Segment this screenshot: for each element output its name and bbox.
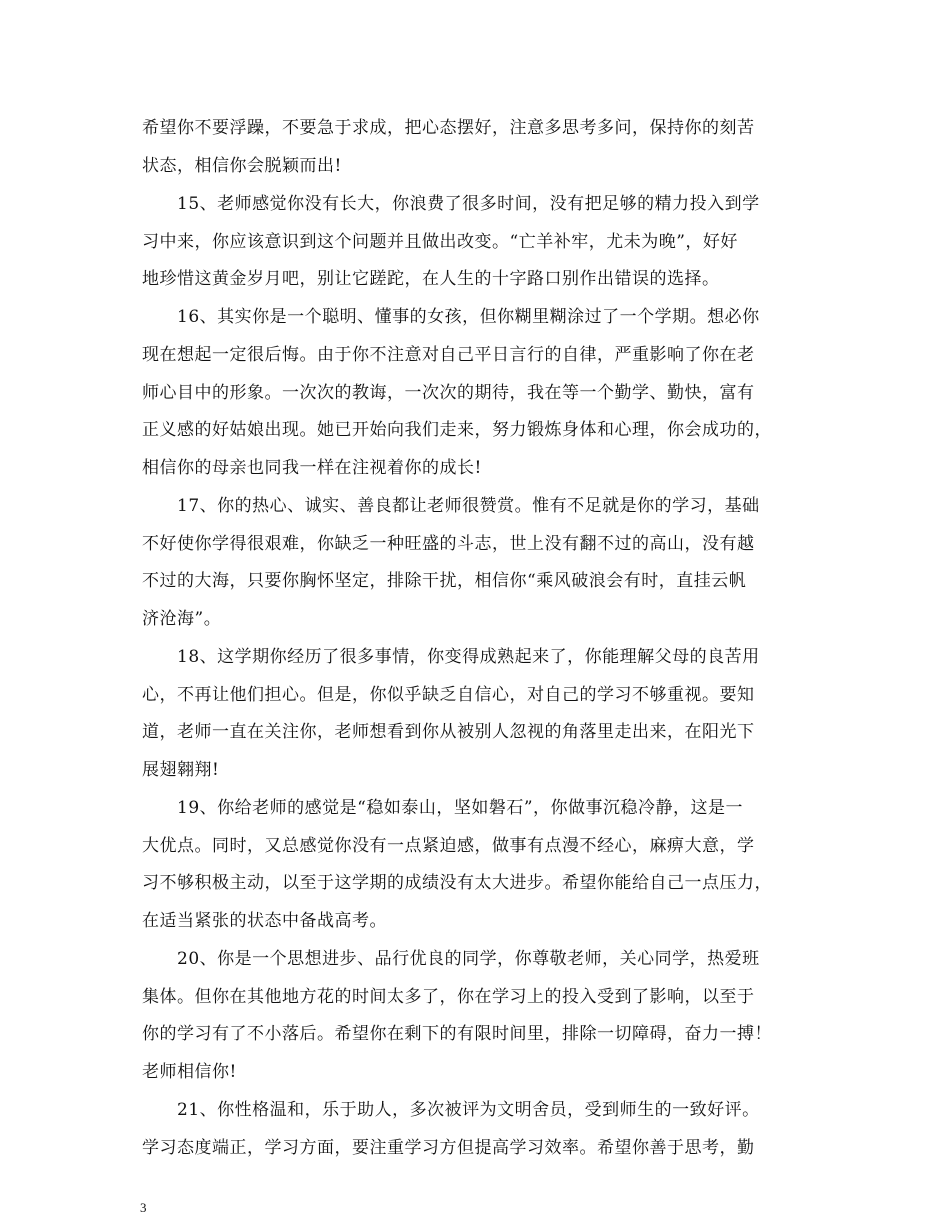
text-line: 习不够积极主动，以至于这学期的成绩没有太大进步。希望你能给自己一点压力，: [142, 873, 772, 893]
text-line: 道，老师一直在关注你，老师想看到你从被别人忽视的角落里走出来，在阳光下: [142, 722, 755, 742]
paragraph-start-19: 19、你给老师的感觉是“稳如泰山，坚如磐石”，你做事沉稳冷静，这是一: [177, 798, 744, 818]
text-line: 不过的大海，只要你胸怀坚定，排除干扰，相信你“乘风破浪会有时，直挂云帆: [142, 571, 747, 591]
text-line: 状态，相信你会脱颖而出!: [142, 156, 342, 176]
paragraph-start-20: 20、你是一个思想进步、品行优良的同学，你尊敬老师，关心同学，热爱班: [177, 949, 760, 969]
paragraph-start-18: 18、这学期你经历了很多事情，你变得成熟起来了，你能理解父母的良苦用: [177, 647, 760, 667]
text-line: 老师相信你!: [142, 1062, 237, 1082]
text-line: 习中来，你应该意识到这个问题并且做出改变。“亡羊补牢，尤未为晚”，好好: [142, 232, 738, 252]
text-line: 大优点。同时，又总感觉你没有一点紧迫感，做事有点漫不经心，麻痹大意，学: [142, 836, 755, 856]
text-line: 心，不再让他们担心。但是，你似乎缺乏自信心，对自己的学习不够重视。要知: [142, 685, 755, 705]
text-line: 师心目中的形象。一次次的教诲，一次次的期待，我在等一个勤学、勤快，富有: [142, 383, 755, 403]
text-line: 不好使你学得很艰难，你缺乏一种旺盛的斗志，世上没有翻不过的高山，没有越: [142, 534, 755, 554]
paragraph-start-21: 21、你性格温和，乐于助人，多次被评为文明舍员，受到师生的一致好评。: [177, 1100, 760, 1120]
paragraph-start-16: 16、其实你是一个聪明、懂事的女孩，但你糊里糊涂过了一个学期。想必你: [177, 307, 760, 327]
text-line: 地珍惜这黄金岁月吧，别让它蹉跎，在人生的十字路口别作出错误的选择。: [142, 269, 720, 289]
text-line: 希望你不要浮躁，不要急于求成，把心态摆好，注意多思考多问，保持你的刻苦: [142, 118, 755, 138]
text-line: 你的学习有了不小落后。希望你在剩下的有限时间里，排除一切障碍，奋力一搏！: [142, 1024, 772, 1044]
text-line: 在适当紧张的状态中备战高考。: [142, 911, 387, 931]
paragraph-start-17: 17、你的热心、诚实、善良都让老师很赞赏。惟有不足就是你的学习，基础: [177, 496, 760, 516]
text-line: 学习态度端正，学习方面，要注重学习方但提高学习效率。希望你善于思考，勤: [142, 1138, 755, 1158]
text-line: 相信你的母亲也同我一样在注视着你的成长!: [142, 458, 482, 478]
text-line: 展翅翱翔!: [142, 760, 220, 780]
text-line: 正义感的好姑娘出现。她已开始向我们走来，努力锻炼身体和心理，你会成功的，: [142, 420, 772, 440]
page-number: 3: [140, 1200, 147, 1215]
text-line: 集体。但你在其他地方花的时间太多了，你在学习上的投入受到了影响，以至于: [142, 987, 755, 1007]
paragraph-start-15: 15、老师感觉你没有长大，你浪费了很多时间，没有把足够的精力投入到学: [177, 194, 760, 214]
text-line: 济沧海”。: [142, 609, 222, 629]
text-line: 现在想起一定很后悔。由于你不注意对自己平日言行的自律，严重影响了你在老: [142, 345, 755, 365]
